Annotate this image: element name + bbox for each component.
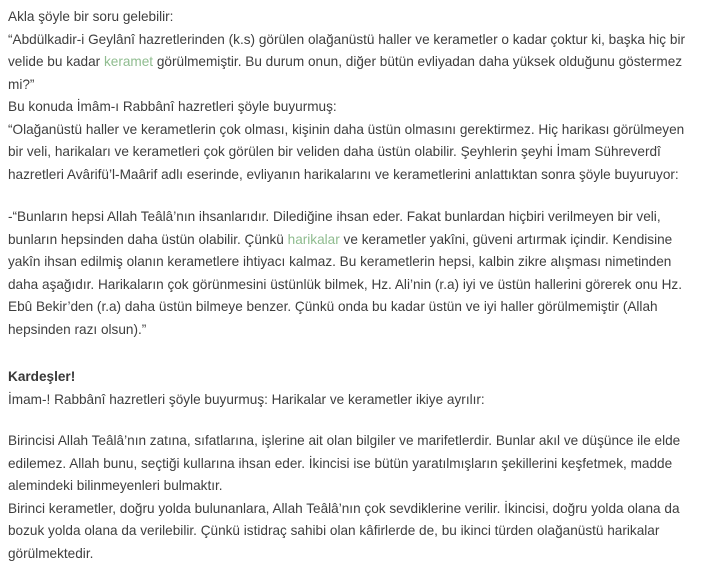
paragraph-rabbani-quote	[8, 119, 696, 187]
intro-text: Akla şöyle bir soru gelebilir:	[8, 9, 174, 24]
rabbani-quote-text: “Olağanüstü haller ve kerametlerin çok olması, kişinin daha üstün olmasını gerektirmez. Hiç harikası görülmeyen bir veli, harikaları ve kerametleri çok görülen bir veliden daha üstün olabilir. Şeyhlerin şeyhi İmam Sühreverdî hazretleri Avârifü’l-Maârif adlı eserinde, evliyanın harikalarını ve kerametlerini anlattıktan sonra şöyle buyuruyor:	[8, 121, 685, 182]
paragraph-second-type	[8, 498, 696, 566]
paragraph-first-type	[8, 430, 696, 498]
kardesler-text: Kardeşler!	[8, 369, 76, 384]
heading-kardesler	[8, 366, 696, 389]
paragraph-two-types-intro	[8, 389, 696, 412]
keramet-link[interactable]: keramet	[103, 54, 154, 69]
harikalar-link[interactable]: harikalar	[287, 231, 340, 247]
paragraph-topic-intro	[8, 96, 696, 119]
paragraph-question-quote	[8, 29, 696, 97]
suhreverdi-text-after: ve kerametler yakîni, güveni artırmak içindir. Kendisine yakîn ihsan edilmiş olanın kerametlere ihtiyacı kalmaz. Bu kerametlerin hepsi, kalbin zikre alışması nimetinden daha aşağıdır. Harikaların çok görünmesini üstünlük bilmek, Hz. Ali’nin (r.a) iyi ve üstün hallerini görerek onu Hz. Ebû Bekir’den (r.a) daha üstün bilmeye benzer. Çünkü onda bu kadar üstün ve iyi haller görülmemiştir (Allah hepsinden razı olsun).”	[8, 231, 682, 337]
topic-intro-text: Bu konuda İmâm-ı Rabbânî hazretleri şöyle buyurmuş:	[8, 99, 337, 114]
question-text-after: görülmemiştir. Bu durum onun, diğer bütün evliyadan daha yüksek olduğunu göstermez mi?”	[8, 54, 683, 92]
paragraph-suhreverdi-quote	[8, 206, 696, 341]
second-type-text: Birinci kerametler, doğru yolda bulunanlara, Allah Teâlâ’nın çok sevdiklerine verilir. İkincisi, doğru yolda olana da bozuk yolda olana da verilebilir. Çünkü istidraç sahibi olan kâfirlerde de, bu ikinci türden olağanüstü harikalar görülmektedir.	[8, 500, 680, 561]
question-text-before: “Abdülkadir-i Geylânî hazretlerinden (k.s) görülen olağanüstü haller ve kerametler o kadar çoktur ki, başka hiç bir velide bu kadar	[8, 31, 685, 69]
first-type-text: Birincisi Allah Teâlâ’nın zatına, sıfatlarına, işlerine ait olan bilgiler ve marifetlerdir. Bunlar akıl ve düşünce ile elde edilemez. Allah bunu, seçtiği kullarına ihsan eder. İkincisi ise bütün yaratılmışların şekillerini keşfetmek, madde alemindeki bilinmeyenleri bulmaktır.	[8, 433, 681, 493]
suhreverdi-text-before: -“Bunların hepsi Allah Teâlâ’nın ihsanlarıdır. Dilediğine ihsan eder. Fakat bunlardan hiçbiri verilmeyen bir veli, bunların hepsinden daha üstün olabilir. Çünkü	[8, 209, 661, 247]
two-types-intro-text: İmam-! Rabbânî hazretleri şöyle buyurmuş: Harikalar ve kerametler ikiye ayrılır:	[8, 391, 485, 407]
paragraph-intro	[8, 6, 696, 29]
